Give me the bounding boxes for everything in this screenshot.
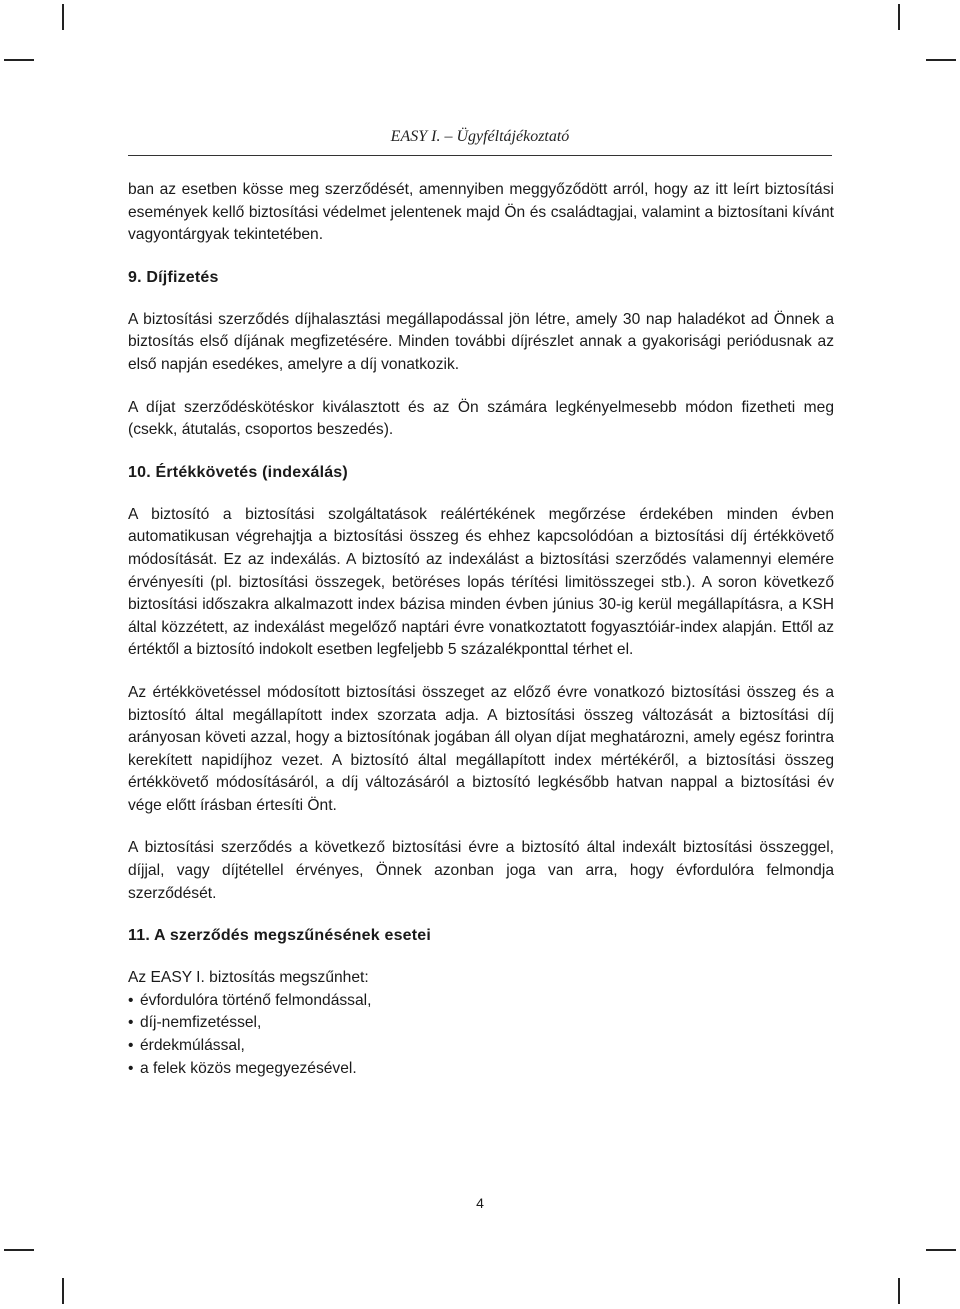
section-11-heading: 11. A szerződés megszűnésének esetei	[128, 927, 432, 945]
bullet-icon: •	[128, 1037, 134, 1055]
bullet-icon: •	[128, 1059, 134, 1077]
crop-mark-top-right	[898, 4, 900, 30]
section-9-heading: 9. Díjfizetés	[128, 268, 219, 286]
section-10-paragraph-3: A biztosítási szerződés a következő biztosítási évre a biztosító által indexált biztosítási összeggel, díjjal, vagy díjtétellel érvényes, Önnek azonban joga van arra, hogy évfordulóra felmondja szerződését.	[128, 839, 834, 902]
list-item: • érdekmúlással,	[128, 1035, 834, 1058]
crop-mark-bottom-right-h	[926, 1249, 956, 1251]
crop-mark-top-left-h	[4, 59, 34, 61]
crop-mark-bottom-left	[62, 1278, 64, 1304]
list-item: • díj-nemfizetéssel,	[128, 1012, 834, 1035]
section-11-intro: Az EASY I. biztosítás megszűnhet:	[128, 969, 369, 987]
page-content	[128, 179, 834, 1080]
running-header: EASY I. – Ügyféltájékoztató	[390, 128, 570, 145]
page-number: 4	[476, 1195, 484, 1211]
crop-mark-top-left	[62, 4, 64, 30]
bullet-icon: •	[128, 991, 134, 1009]
crop-mark-bottom-left-h	[4, 1249, 34, 1251]
crop-mark-top-right-h	[926, 59, 956, 61]
section-10-heading: 10. Értékkövetés (indexálás)	[128, 463, 348, 481]
list-item: • a felek közös megegyezésével.	[128, 1058, 834, 1081]
section-9-paragraph-1: A biztosítási szerződés díjhalasztási megállapodással jön létre, amely 30 nap haladékot ad Önnek a biztosítás első díjának megfizetésére. Minden további díjrészlet annak a gyakorisági periódusnak az első napján esedékes, amelyre a díj vonatkozik.	[128, 310, 834, 373]
section-10-paragraph-2: Az értékkövetéssel módosított biztosítási összeget az előző évre vonatkozó biztosítási összeg és a biztosító által megállapított index szorzata adja. A biztosítási összeg változását a biztosítási díj arányosan követi azzal, hogy a biztosítónak jogában áll olyan díjat meghatározni, amely egész forintra kerekített napidíjhoz vezet. A biztosító által megállapított index mértékéről, a biztosítási összeg értékkövető módosításáról, a díj változásáról a biztosító legkésőbb hatvan nappal a biztosítási év vége előtt írásban értesíti Önt.	[128, 683, 834, 814]
list-item: • évfordulóra történő felmondással,	[128, 990, 834, 1013]
crop-mark-bottom-right	[898, 1278, 900, 1304]
termination-list	[128, 990, 834, 1080]
bullet-icon: •	[128, 1014, 134, 1032]
intro-paragraph: ban az esetben kösse meg szerződését, amennyiben meggyőződött arról, hogy az itt leírt biztosítási események kellő biztosítási védelmet jelentenek majd Ön és családtagjai, valamint a biztosítani kívánt vagyontárgyak tekintetében.	[128, 181, 834, 244]
header-rule	[128, 155, 832, 156]
section-9-paragraph-2: A díjat szerződéskötéskor kiválasztott és az Ön számára legkényelmesebb módon fizetheti meg (csekk, átutalás, csoportos beszedés).	[128, 398, 834, 439]
section-10-paragraph-1: A biztosító a biztosítási szolgáltatások reálértékének megőrzése érdekében minden évben automatikusan végrehajtja a biztosítási összeg és ehhez kapcsolódóan a biztosítási díj értékkövető módosítását. Ez az indexálás. A biztosító az indexálást a biztosítási szerződés valamennyi elemére érvényesíti (pl. biztosítási összegek, betöréses lopás térítési limitösszegei stb.). A soron következő biztosítási időszakra alkalmazott index bázisa minden évben június 30-ig kerül megállapításra, a KSH által közzétett, az indexálást megelőző naptári évre vonatkoztatott fogyasztóiár-index alapján. Ettől az értéktől a biztosító indokolt esetben legfeljebb 5 százalékponttal térhet el.	[128, 505, 834, 659]
